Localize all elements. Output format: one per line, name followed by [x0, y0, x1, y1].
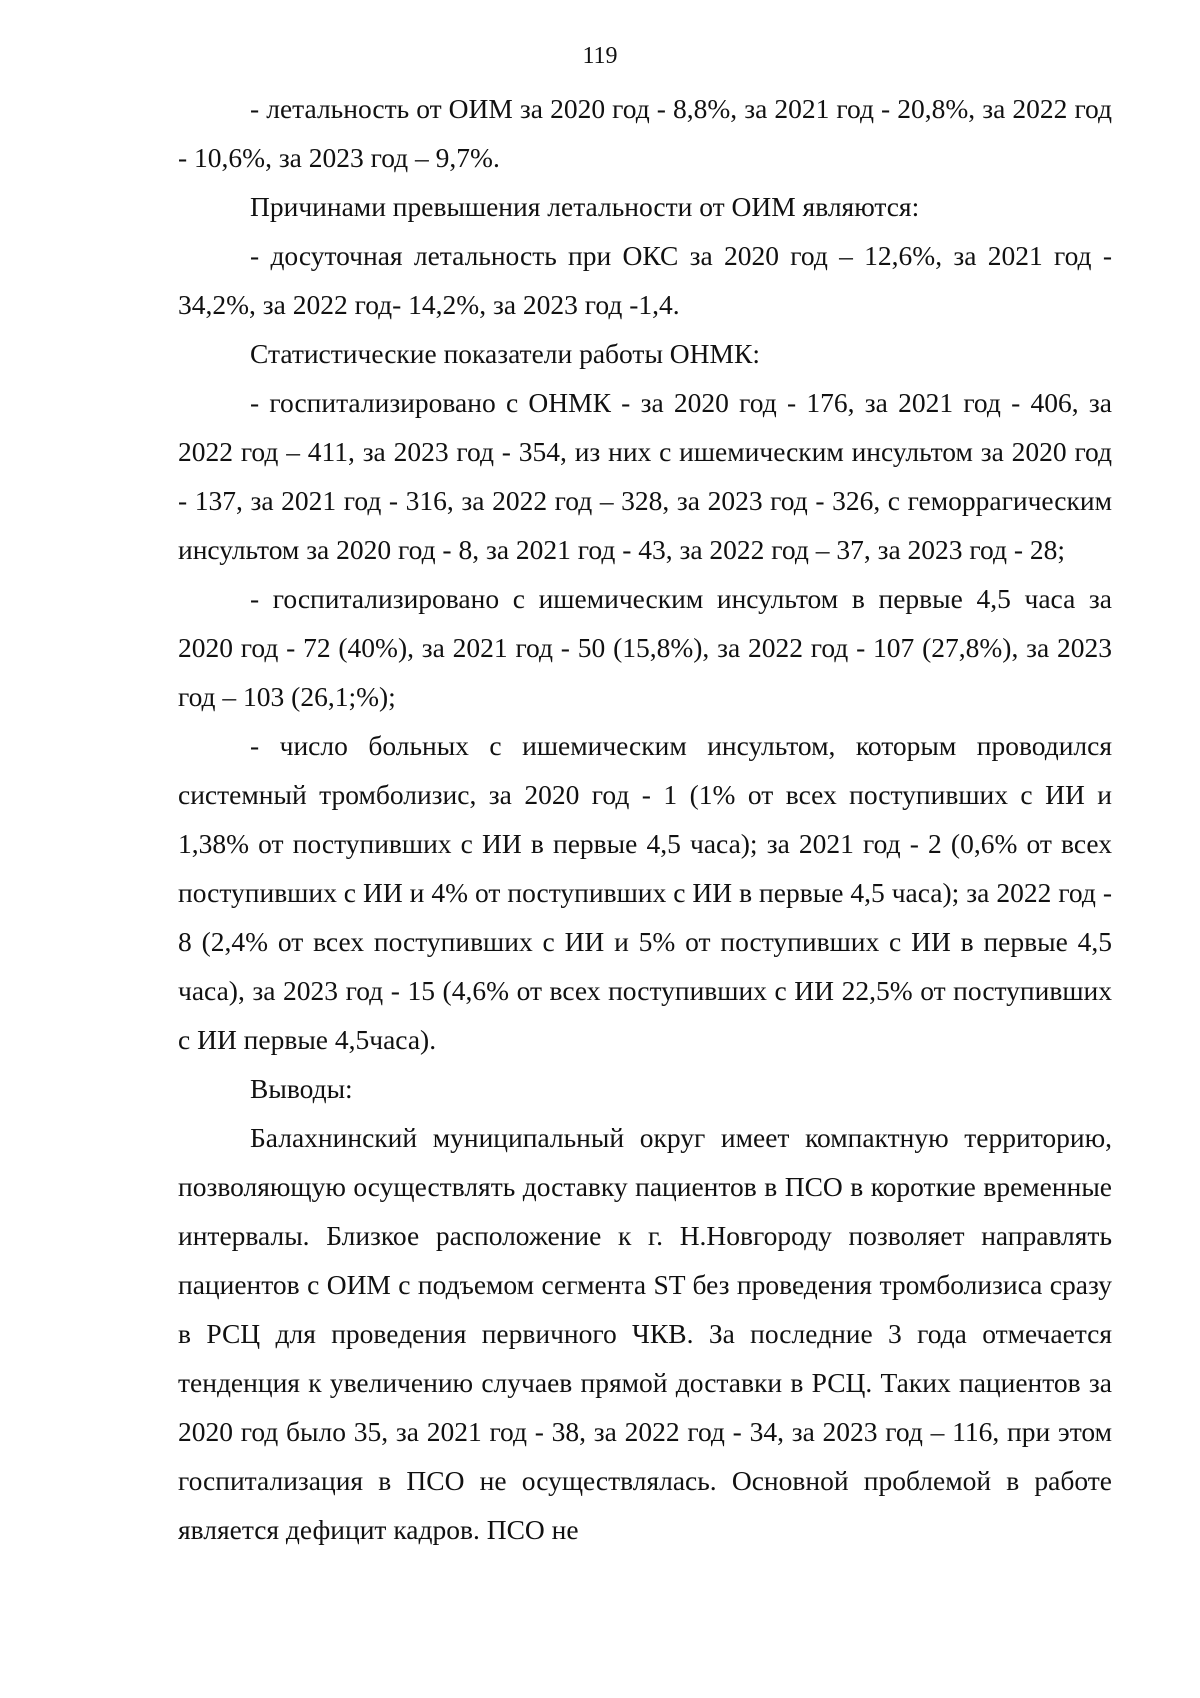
- page-number: 119: [582, 43, 618, 69]
- paragraph-stroke-hospitalized: - госпитализировано с ОНМК - за 2020 год - 176, за 2021 год - 406, за 2022 год – 411, за 2023 год - 354, из них с ишемическим инсультом за 2020 год - 137, за 2021 год - 316, за 2022 год – 328, за 2023 год - 326, с геморрагическим инсультом за 2020 год - 8, за 2021 год - 43, за 2022 год – 37, за 2023 год - 28;: [178, 387, 1112, 565]
- paragraph-thrombolysis: - число больных с ишемическим инсультом, которым проводился системный тромболизис, за 2020 год - 1 (1% от всех поступивших с ИИ и 1,38% от поступивших с ИИ в первые 4,5 часа); за 2021 год - 2 (0,6% от всех поступивших с ИИ и 4% от поступивших с ИИ в первые 4,5 часа); за 2022 год - 8 (2,4% от всех поступивших с ИИ и 5% от поступивших с ИИ в первые 4,5 часа), за 2023 год - 15 (4,6% от всех поступивших с ИИ 22,5% от поступивших с ИИ первые 4,5часа).: [178, 730, 1112, 1055]
- paragraph-acs-mortality: - досуточная летальность при ОКС за 2020 год – 12,6%, за 2021 год - 34,2%, за 2022 год- 14,2%, за 2023 год -1,4.: [178, 240, 1112, 320]
- paragraph-ischemic-first-hours: - госпитализировано с ишемическим инсультом в первые 4,5 часа за 2020 год - 72 (40%), за 2021 год - 50 (15,8%), за 2022 год - 107 (27,8%), за 2023 год – 103 (26,1;%);: [178, 583, 1112, 712]
- paragraph-conclusions-heading: Выводы:: [250, 1073, 353, 1104]
- paragraph-stroke-stats-heading: Статистические показатели работы ОНМК:: [250, 338, 760, 369]
- paragraph-mortality-ami: - летальность от ОИМ за 2020 год - 8,8%, за 2021 год - 20,8%, за 2022 год - 10,6%, за 2023 год – 9,7%.: [178, 93, 1112, 173]
- document-body: [178, 84, 1112, 1554]
- paragraph-causes-heading: Причинами превышения летальности от ОИМ являются:: [250, 191, 920, 222]
- paragraph-conclusions: Балахнинский муниципальный округ имеет компактную территорию, позволяющую осуществлять доставку пациентов в ПСО в короткие временные интервалы. Близкое расположение к г. Н.Новгороду позволяет направлять пациентов с ОИМ с подъемом сегмента ST без проведения тромболизиса сразу в РСЦ для проведения первичного ЧКВ. За последние 3 года отмечается тенденция к увеличению случаев прямой доставки в РСЦ. Таких пациентов за 2020 год было 35, за 2021 год - 38, за 2022 год - 34, за 2023 год – 116, при этом госпитализация в ПСО не осуществлялась. Основной проблемой в работе является дефицит кадров. ПСО не: [178, 1122, 1112, 1545]
